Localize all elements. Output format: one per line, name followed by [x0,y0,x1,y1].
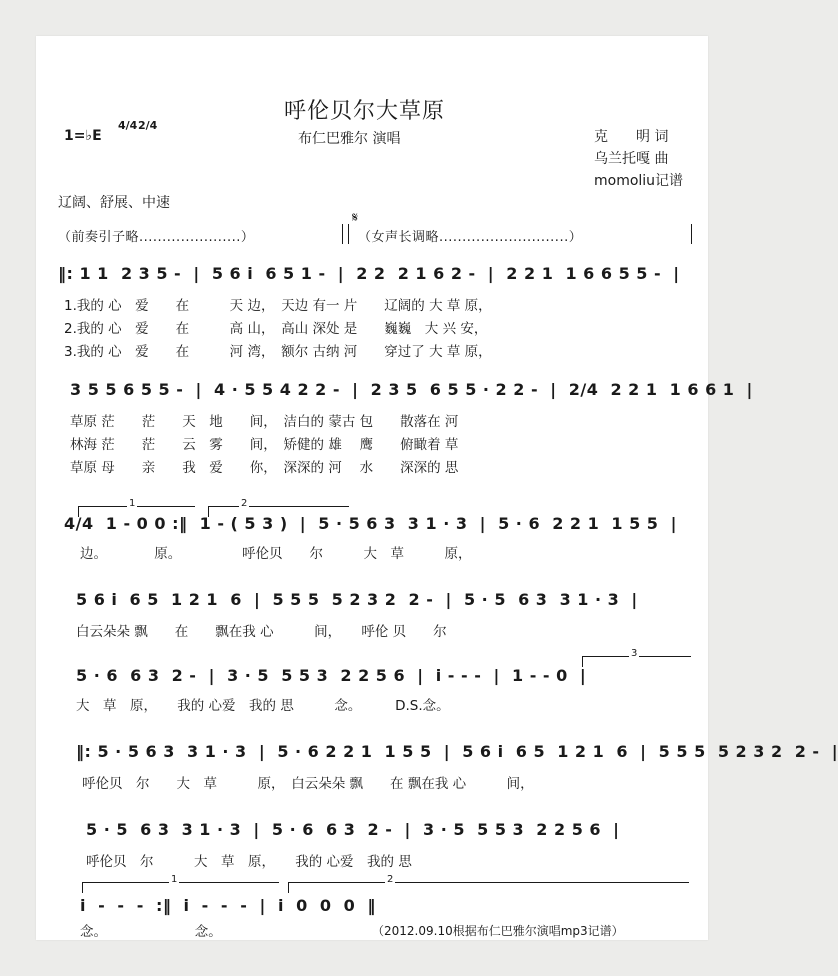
segno-sign: 𝄋 [352,210,359,226]
interlude-note: （女声长调略............................） [358,230,583,245]
barline [348,224,349,244]
volta-bracket-3 [582,648,691,667]
composer: 乌兰托嘎 曲 [594,151,669,167]
time-signature-2: 2/4 [138,119,158,132]
lyric-line-7: 呼伦贝 尔 大 草 原， 我的 心爱 我的 思 [86,854,412,870]
notation-line-7: 5 · 5 6 3 3 1 · 3 | 5 · 6 6 3 2 - | 3 · 5 5 5 3 2 2 5 6 | [86,820,620,839]
volta-bracket-4 [82,874,279,893]
barline [342,224,343,244]
volta-bracket-5 [288,874,689,893]
score-sheet [36,36,838,940]
lyric-line-8: 念。 念。 [80,924,222,940]
notation-line-1: ‖: 1 1 2 3 5 - | 5 6 i 6 5 1 - | 2 2 2 1 6 2 - | 2 2 1 1 6 6 5 5 - | [58,264,680,283]
lyricist: 克 明 词 [594,129,669,145]
prelude-note: （前奏引子略......................） [58,230,255,245]
lyric-line-1-verse-2: 2.我的 心 爱 在 高 山， 高山 深处 是 巍巍 大 兴 安， [64,321,488,337]
key-signature: 1=♭E [64,128,102,144]
performer: 布仁巴雅尔 演唱 [298,131,401,147]
tempo-marking: 辽阔、舒展、中速 [58,195,170,211]
volta-number: 2 [387,874,394,885]
lyric-line-6: 呼伦贝 尔 大 草 原， 白云朵朵 飘 在 飘在我 心 间， [82,776,534,792]
lyric-line-3: 边。 原。 呼伦贝 尔 大 草 原， [80,546,472,562]
barline [691,224,692,244]
lyric-line-2-verse-1: 草原 茫 茫 天 地 间， 洁白的 蒙古 包 散落在 河 [70,414,459,430]
lyric-line-4: 白云朵朵 飘 在 飘在我 心 间， 呼伦 贝 尔 [76,624,447,640]
transcription-footnote: （2012.09.10根据布仁巴雅尔演唱mp3记谱） [372,924,624,938]
lyric-line-1-verse-1: 1.我的 心 爱 在 天 边， 天边 有一 片 辽阔的 大 草 原， [64,298,492,314]
volta-number: 3 [631,648,638,659]
lyric-line-5: 大 草 原， 我的 心爱 我的 思 念。 D.S.念。 [76,698,450,714]
notation-line-6: ‖: 5 · 5 6 3 3 1 · 3 | 5 · 6 2 2 1 1 5 5 | 5 6 i 6 5 1 2 1 6 | 5 5 5 5 2 3 2 2 - | [76,742,838,761]
lyric-line-1-verse-3: 3.我的 心 爱 在 河 湾， 额尔 古纳 河 穿过了 大 草 原， [64,344,492,360]
transcriber: momoliu记谱 [594,173,684,189]
lyric-line-2-verse-3: 草原 母 亲 我 爱 你， 深深的 河 水 深深的 思 [70,460,459,476]
notation-line-5: 5 · 6 6 3 2 - | 3 · 5 5 5 3 2 2 5 6 | i - - - | 1 - - 0 | [76,666,587,685]
volta-number: 1 [171,874,178,885]
notation-line-2: 3 5 5 6 5 5 - | 4 · 5 5 4 2 2 - | 2 3 5 6 5 5 · 2 2 - | 2/4 2 2 1 1 6 6 1 | [70,380,753,399]
song-title: 呼伦贝尔大草原 [284,99,446,124]
notation-line-4: 5 6 i 6 5 1 2 1 6 | 5 5 5 5 2 3 2 2 - | 5 · 5 6 3 3 1 · 3 | [76,590,638,609]
volta-number: 2 [241,498,248,509]
lyric-line-2-verse-2: 林海 茫 茫 云 雾 间， 矫健的 雄 鹰 俯瞰着 草 [70,437,459,453]
time-signature-1: 4/4 [118,119,138,132]
volta-number: 1 [129,498,136,509]
notation-line-8: i - - - :‖ i - - - | i 0 0 0 ‖ [80,896,376,915]
notation-line-3: 4/4 1 - 0 0 :‖ 1 - ( 5 3 ) | 5 · 5 6 3 3 1 · 3 | 5 · 6 2 2 1 1 5 5 | [64,514,677,533]
